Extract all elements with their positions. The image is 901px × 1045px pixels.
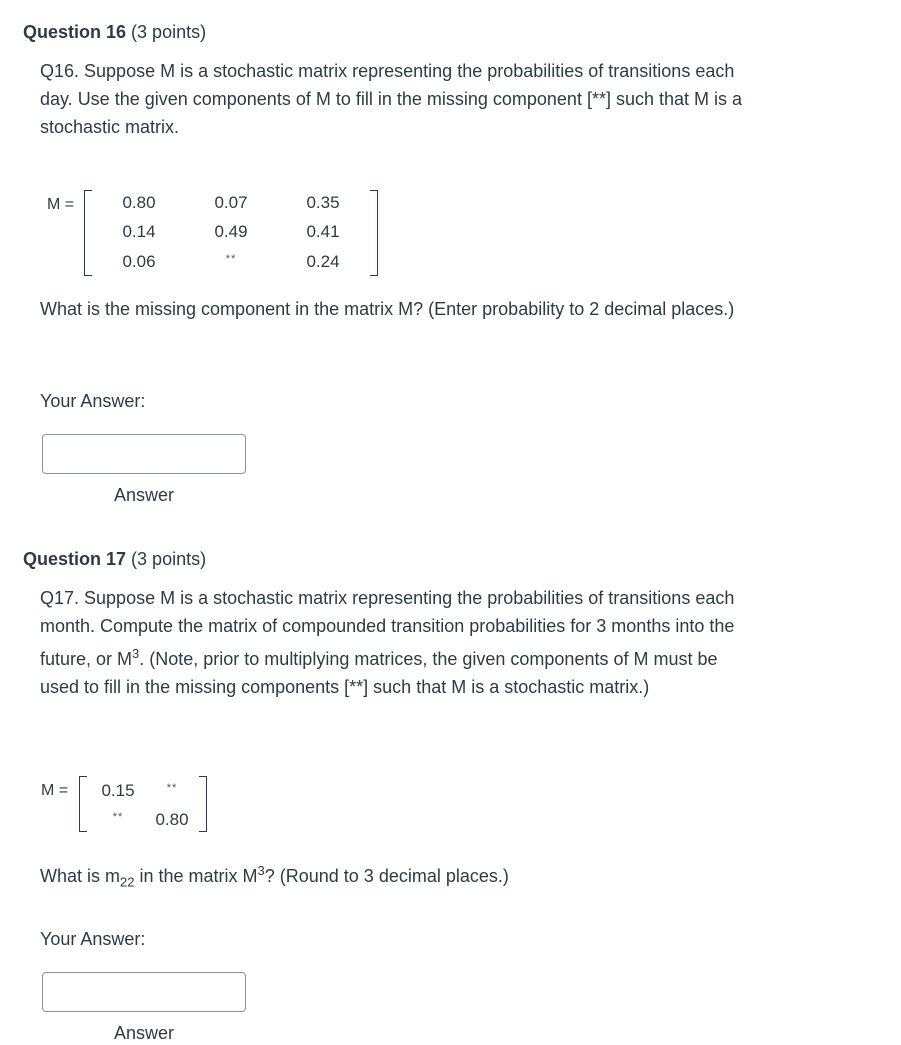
question-16-answer-caption: Answer bbox=[114, 485, 175, 505]
q17-matrix-missing-cell: ** bbox=[166, 782, 178, 794]
question-16-question: What is the missing component in the matrix M? (Enter probability to 2 decimal places.) bbox=[40, 299, 735, 319]
q17-matrix-label: M = bbox=[41, 782, 69, 799]
q17-matrix-cell: 0.15 bbox=[101, 781, 135, 800]
q16-matrix-right-bracket bbox=[370, 190, 378, 276]
question-17-points: (3 points) bbox=[131, 549, 207, 569]
question-17-answer-caption: Answer bbox=[114, 1023, 175, 1043]
question-17-question-part2: in the matrix M bbox=[134, 866, 258, 886]
question-17-your-answer-label: Your Answer: bbox=[40, 929, 146, 949]
q17-matrix-left-bracket bbox=[79, 776, 87, 832]
question-16-prompt: Q16. Suppose M is a stochastic matrix representing the probabilities of transitions each day. Use the given components of M to fill in the missing component [**] such that M is a stochastic matrix. bbox=[40, 61, 743, 137]
q16-matrix-cell: 0.24 bbox=[306, 252, 340, 271]
question-16-points: (3 points) bbox=[131, 22, 207, 42]
question-17-prompt-part2: . (Note, prior to multiplying matrices, the given components of M must be used to fill in the missing components [**] such that M is a stochastic matrix.) bbox=[40, 649, 718, 697]
question-17-prompt-part1: Q17. Suppose M is a stochastic matrix representing the probabilities of transitions each month. Compute the matrix of compounded transition probabilities for 3 months into the future, or M bbox=[40, 588, 735, 669]
question-17-question-subscript: 22 bbox=[120, 874, 135, 890]
q16-matrix-cell: 0.06 bbox=[122, 252, 156, 271]
q16-matrix-cell: 0.49 bbox=[214, 222, 248, 241]
question-16-title bbox=[23, 21, 206, 43]
q16-matrix-cell: 0.35 bbox=[306, 193, 340, 212]
question-17-prompt bbox=[40, 584, 755, 701]
q16-matrix-label: M = bbox=[47, 196, 75, 213]
q16-matrix-left-bracket bbox=[84, 190, 92, 276]
q16-matrix-missing-cell: ** bbox=[225, 253, 237, 265]
q17-matrix-missing-cell: ** bbox=[112, 811, 124, 823]
q16-matrix-cell: 0.14 bbox=[122, 222, 156, 241]
question-16-answer-input[interactable] bbox=[42, 434, 246, 474]
q16-matrix-cell: 0.80 bbox=[122, 193, 156, 212]
question-17-question bbox=[40, 857, 760, 897]
question-16-number: Question 16 bbox=[23, 22, 127, 42]
q16-matrix-cell: 0.07 bbox=[214, 193, 248, 212]
question-17-answer-input[interactable] bbox=[42, 972, 246, 1012]
question-17-prompt-exponent: 3 bbox=[132, 646, 140, 661]
question-17-question-exponent: 3 bbox=[257, 863, 265, 878]
question-16-your-answer-label: Your Answer: bbox=[40, 391, 146, 411]
question-17-number: Question 17 bbox=[23, 549, 127, 569]
question-17-question-part1: What is m bbox=[40, 866, 121, 886]
q17-matrix-cell: 0.80 bbox=[155, 810, 189, 829]
q16-matrix-cell: 0.41 bbox=[306, 222, 340, 241]
question-17-title bbox=[23, 548, 206, 570]
question-17-question-part3: ? (Round to 3 decimal places.) bbox=[264, 866, 509, 886]
